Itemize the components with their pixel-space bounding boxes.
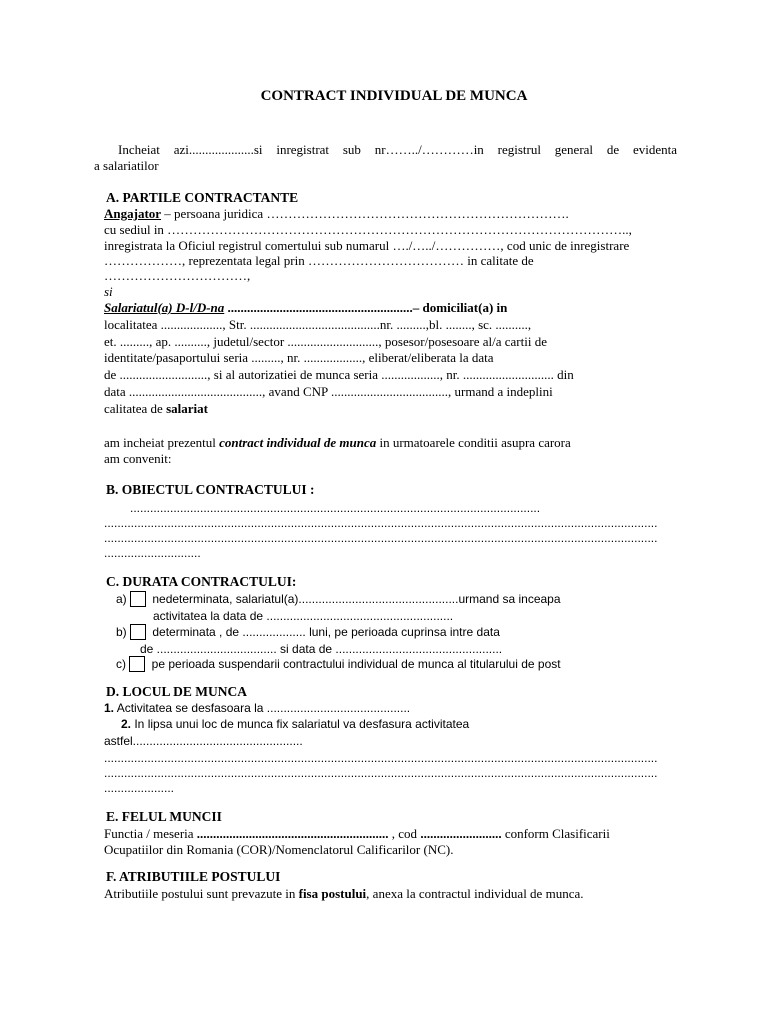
section-d-heading: D. LOCUL DE MUNCA bbox=[106, 684, 248, 699]
functia-line bbox=[104, 826, 676, 842]
intro-line-1: Incheiat azi....................si inregistrat sub nr……../…………in registrul general de evidenta bbox=[118, 142, 677, 157]
registru-line: inregistrata la Oficiul registrul comertului sub numarul …./…../……………, cod unic de inregistrare bbox=[104, 238, 630, 253]
option-a-label: a) bbox=[116, 592, 127, 606]
section-a-heading: A. PARTILE CONTRACTANTE bbox=[106, 190, 299, 205]
salariat-line-4: identitate/pasaportului seria ........., nr. .................., eliberat/eliberata la data bbox=[104, 350, 494, 365]
section-f-heading: F. ATRIBUTIILE POSTULUI bbox=[106, 869, 281, 884]
locul-line-6: ..................... bbox=[104, 781, 175, 795]
locul-line-3: astfel................................................... bbox=[104, 734, 303, 748]
atributii-line bbox=[104, 886, 676, 902]
locul-line-2 bbox=[121, 716, 676, 732]
locul-line-4: ...................................................................................................................................................................... bbox=[104, 751, 658, 765]
angajator-label: Angajator bbox=[104, 206, 162, 221]
cod-label: , cod bbox=[388, 826, 421, 841]
locul-line-1 bbox=[104, 700, 676, 716]
option-b-text: determinata , de ................... luni, pe perioada cuprinsa intre data bbox=[149, 625, 500, 639]
convenit-suffix: in urmatoarele conditii asupra carora bbox=[376, 435, 571, 450]
reprezentant-line: ………………, reprezentata legal prin ……………………………… in calitate de bbox=[104, 253, 534, 268]
obiect-line-3: ...................................................................................................................................................................... bbox=[104, 531, 658, 545]
item-2-number: 2. bbox=[121, 717, 132, 731]
angajator-line bbox=[104, 206, 676, 222]
cod-blank: ......................... bbox=[420, 826, 502, 841]
durata-option-b bbox=[116, 624, 676, 641]
document-title: CONTRACT INDIVIDUAL DE MUNCA bbox=[260, 88, 528, 104]
suspendare-checkbox[interactable] bbox=[129, 656, 145, 672]
cor-line: Ocupatiilor din Romania (COR)/Nomenclatorul Calificarilor (NC). bbox=[104, 842, 454, 857]
locul-line-5: ...................................................................................................................................................................... bbox=[104, 766, 658, 780]
functia-blank: ........................................................... bbox=[196, 826, 389, 841]
durata-option-a bbox=[116, 591, 676, 608]
durata-option-c bbox=[116, 656, 676, 673]
sediul-line: cu sediul in …………………………………………………………………………………………….., bbox=[104, 222, 632, 237]
angajator-text: – persoana juridica ……………………………………………………………. bbox=[161, 206, 569, 221]
contract-name: contract individual de munca bbox=[219, 435, 377, 450]
calitate-prefix: calitatea de bbox=[104, 401, 167, 416]
salariat-line-3: et. ........., ap. .........., judetul/sector ............................, posesor/posesoare al/a cartii de bbox=[104, 334, 547, 349]
salariat-line-6: data ........................................., avand CNP ...................................., urmand a indeplini bbox=[104, 384, 553, 399]
determinata-checkbox[interactable] bbox=[130, 624, 146, 640]
salariat-label: Salariatul(a) D-l/D-na bbox=[104, 300, 225, 315]
durata-option-b-line-2: de .................................... si data de .................................................. bbox=[140, 642, 503, 656]
option-a-text: nedeterminata, salariatul(a)................................................urmand sa inceapa bbox=[149, 592, 561, 606]
nedeterminata-checkbox[interactable] bbox=[130, 591, 146, 607]
calitate-salariat: salariat bbox=[166, 401, 208, 416]
salariat-line-7 bbox=[104, 401, 676, 417]
functia-label: Functia / meseria bbox=[104, 826, 197, 841]
convenit-line-2: am convenit: bbox=[104, 451, 172, 466]
salariat-line bbox=[104, 300, 676, 316]
salariat-line-5: de ..........................., si al autorizatiei de munca seria .................., nr. ............................ din bbox=[104, 367, 574, 382]
fisa-postului: fisa postului bbox=[298, 886, 367, 901]
convenit-line-1 bbox=[104, 435, 676, 451]
option-c-label: c) bbox=[116, 657, 126, 671]
item-2-text: In lipsa unui loc de munca fix salariatul va desfasura activitatea bbox=[131, 717, 470, 731]
clasificare-text: conform Clasificarii bbox=[501, 826, 610, 841]
atributii-prefix: Atributiile postului sunt prevazute in bbox=[104, 886, 299, 901]
calitate-line: ……………………………, bbox=[104, 268, 251, 283]
item-1-text: Activitatea se desfasoara la ........................................... bbox=[114, 701, 411, 715]
section-b-heading: B. OBIECTUL CONTRACTULUI : bbox=[106, 482, 315, 497]
salariat-line-2: localitatea ..................., Str. ........................................nr. .........,bl. ........, sc. .........., bbox=[104, 317, 532, 332]
obiect-line-1: ........................................................................................................................... bbox=[130, 501, 541, 515]
section-e-heading: E. FELUL MUNCII bbox=[106, 809, 222, 824]
obiect-line-2: ...................................................................................................................................................................... bbox=[104, 516, 658, 530]
item-1-number: 1. bbox=[104, 701, 115, 715]
section-c-heading: C. DURATA CONTRACTULUI: bbox=[106, 574, 297, 589]
convenit-prefix: am incheiat prezentul bbox=[104, 435, 220, 450]
option-b-label: b) bbox=[116, 625, 127, 639]
intro-line-2: a salariatilor bbox=[94, 158, 159, 173]
atributii-suffix: , anexa la contractul individual de munca. bbox=[366, 886, 584, 901]
salariat-text: .........................................................– domiciliat(a) in bbox=[224, 300, 508, 315]
option-c-text: pe perioada suspendarii contractului individual de munca al titularului de post bbox=[148, 657, 561, 671]
durata-option-a-line-2: activitatea la data de ........................................................ bbox=[153, 609, 454, 623]
obiect-line-4: ............................. bbox=[104, 546, 201, 560]
si-text: si bbox=[104, 284, 113, 299]
